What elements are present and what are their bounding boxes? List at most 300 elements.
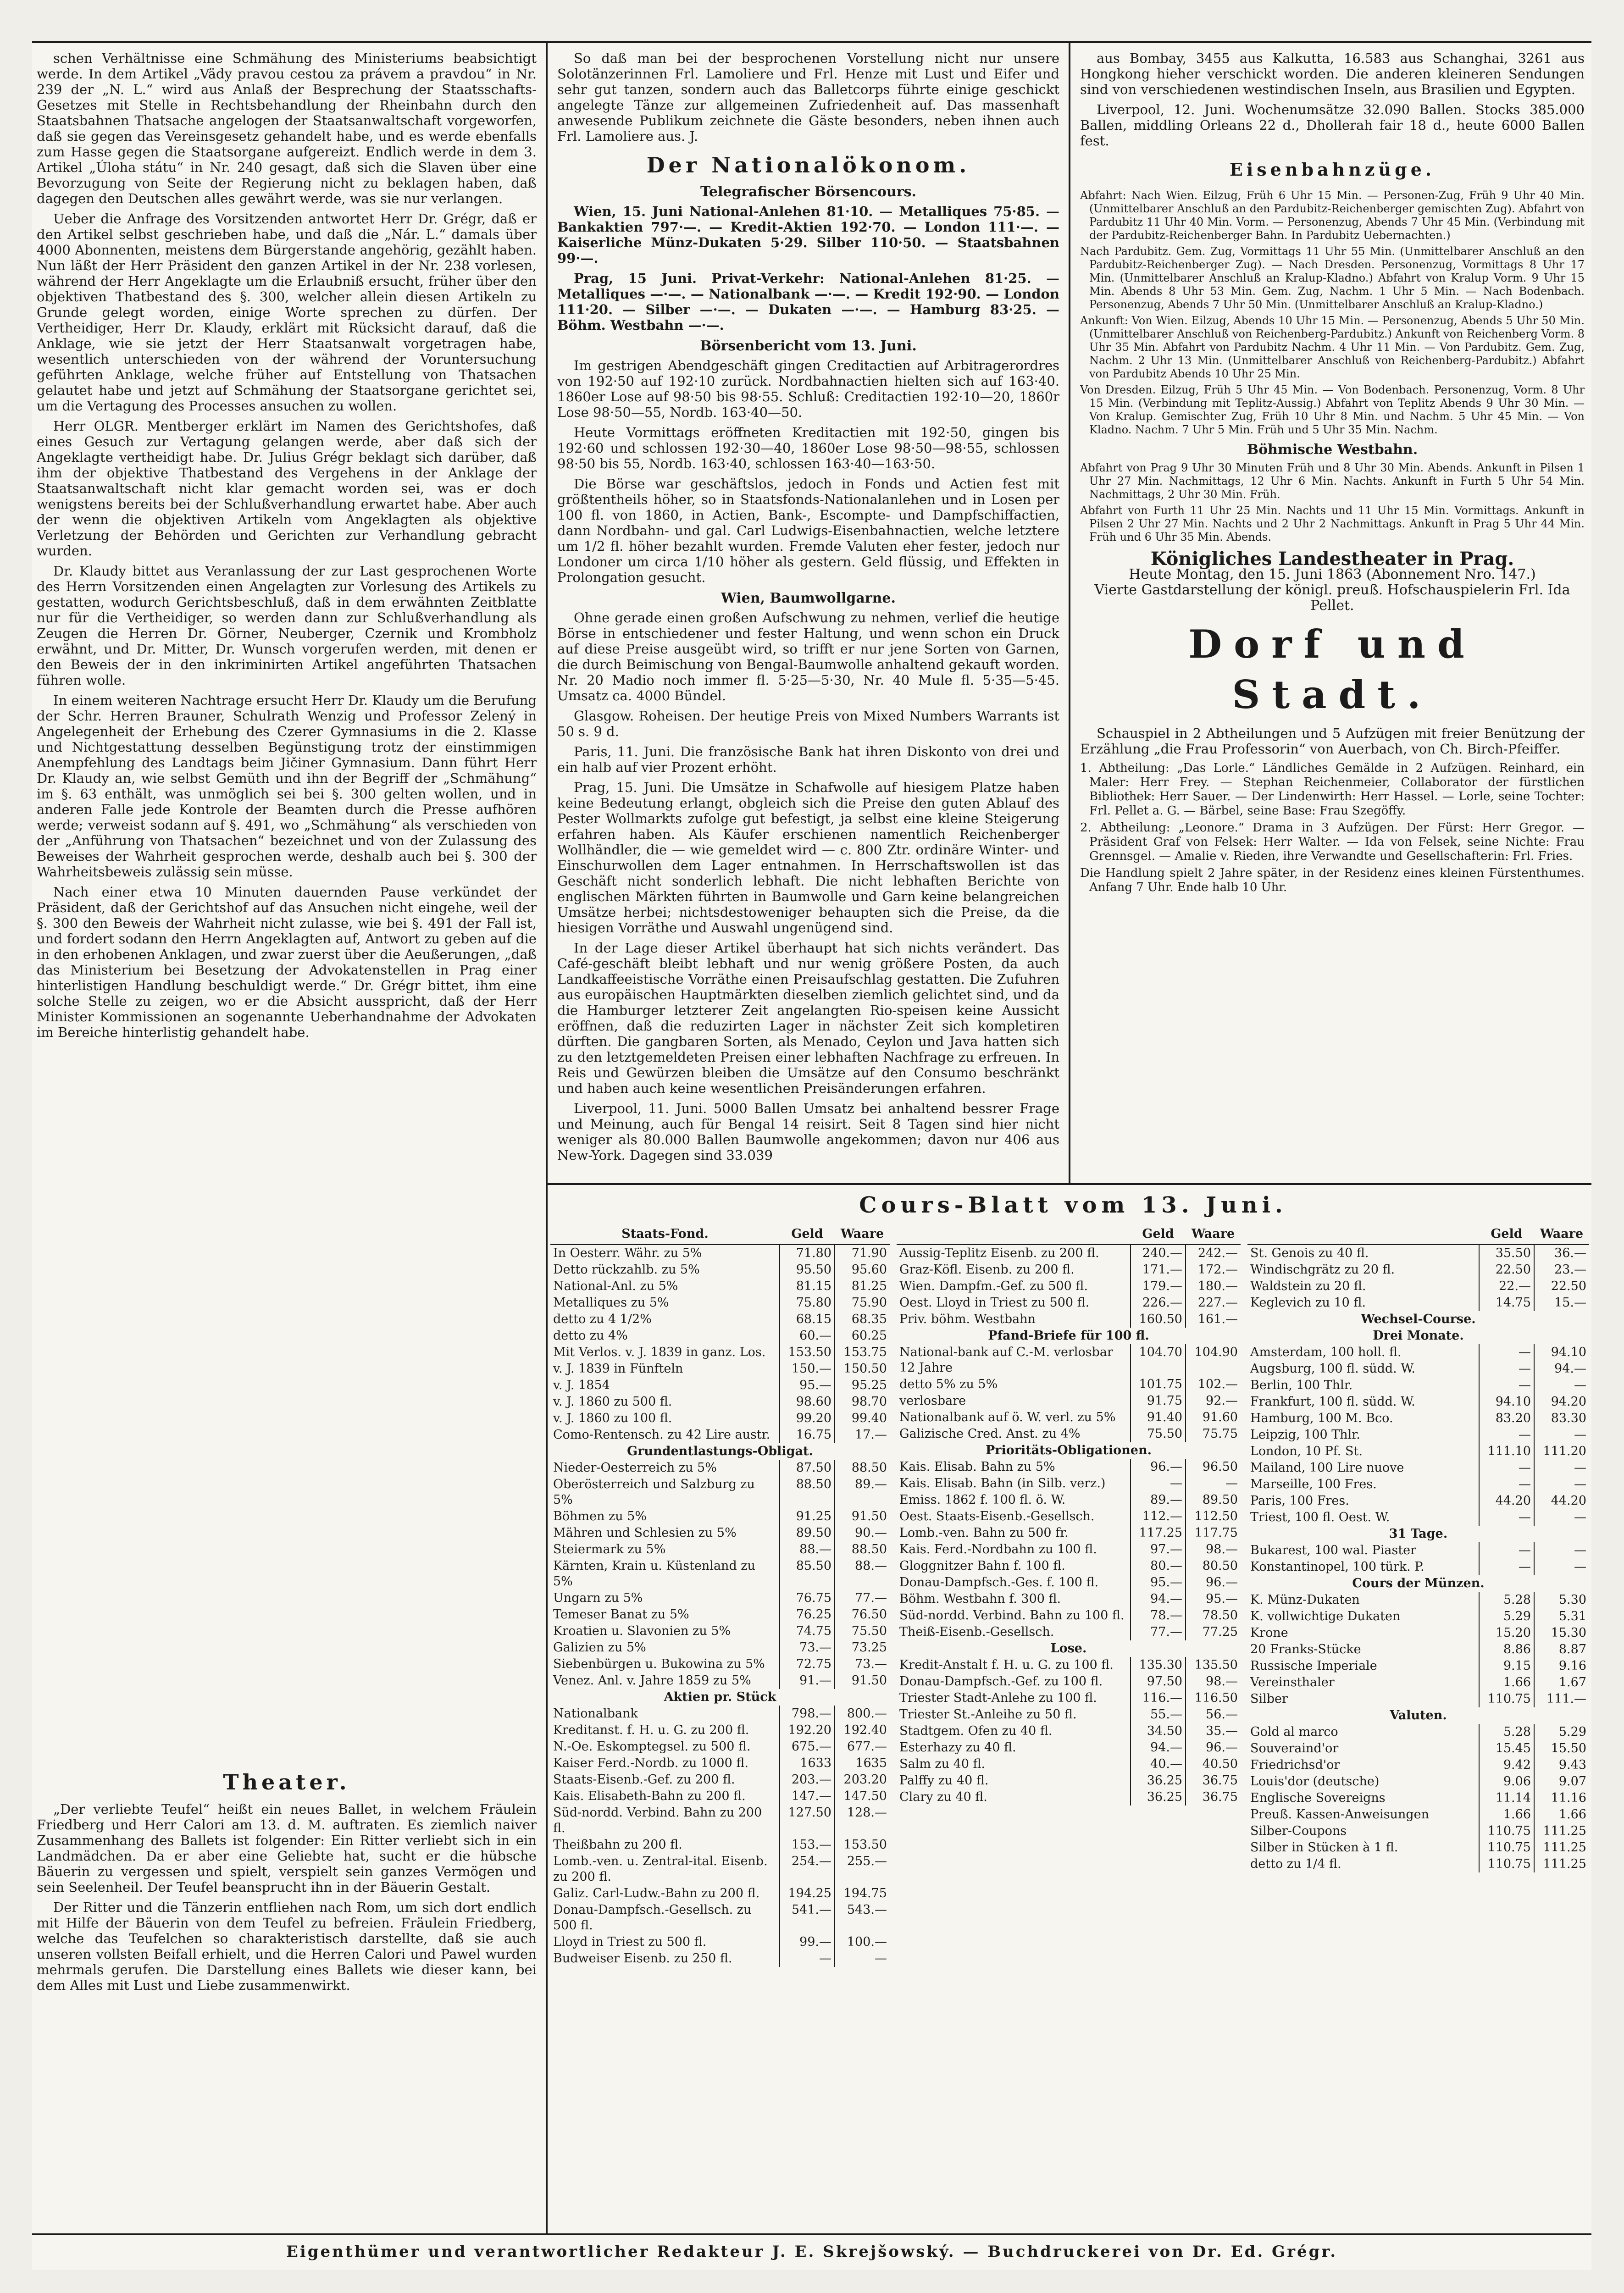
theater-paragraph: „Der verliebte Teufel“ heißt ein neues Ballet, in welchem Fräulein Friedberg und Herr Calori am 13. d. M. auftraten. Es ziemlich naiver Zusammenhang des Ballets ist folgender: Ein Ritter verliebt sich in ein Landmädchen. Da er aber eine Geliebte hat, sucht er die hübsche Bäuerin zu vergessen und spielt, verspielt sein ganzes Vermögen und sein Seelenheil. Der Teufel beansprucht ihn in der Bäuerin Gestalt. — [37, 1801, 537, 1895]
waare-value: — — [1186, 1475, 1241, 1492]
security-name: Kärnten, Krain u. Küstenland zu 5% — [553, 1559, 755, 1589]
security-name: Como-Rentensch. zu 42 Lire austr. — [553, 1428, 770, 1442]
security-name: Böhm. Westbahn f. 300 fl. — [899, 1592, 1061, 1606]
waare-value: 91.60 — [1186, 1409, 1241, 1426]
geld-value: — — [1131, 1475, 1186, 1492]
geld-value: — — [1479, 1427, 1534, 1443]
table-row — [897, 1459, 1241, 1475]
waare-value: 90.— — [835, 1525, 890, 1541]
section-title: Pfand-Briefe für 100 fl. — [988, 1329, 1149, 1343]
security-name: Mailand, 100 Lire nuove — [1250, 1461, 1404, 1475]
table-row — [550, 1950, 890, 1967]
table-row — [550, 1656, 890, 1673]
waare-value: 135.50 — [1186, 1657, 1241, 1673]
rail-item: Von Dresden. Eilzug, Früh 5 Uhr 45 Min. — Von Bodenbach. Personenzug, Vorm. 8 Uhr 15 Min. (Verbindung mit Teplitz-Aussig.) Abfahrt von Teplitz Abends 9 Uhr 30 Min. — Von Kralup. Gemischter Zug, Früh 10 Uhr 8 Min. und Nachm. 5 Uhr 45 Min. — Von Kladno. Nachm. 7 Uhr 5 Min. Früh und 5 Uhr 35 Min. Nachm. — [1080, 383, 1585, 436]
geld-value: 99.— — [780, 1934, 835, 1950]
security-name: Graz-Köfl. Eisenb. zu 200 fl. — [899, 1263, 1075, 1277]
waare-value: 1.67 — [1534, 1674, 1589, 1691]
geld-value: 254.— — [780, 1853, 835, 1885]
waare-value: 40.50 — [1186, 1756, 1241, 1772]
security-name: London, 10 Pf. St. — [1250, 1444, 1363, 1458]
waare-value: 73.25 — [835, 1639, 890, 1656]
table-row — [550, 1361, 890, 1377]
waare-value: 255.— — [835, 1853, 890, 1885]
geld-value: 80.— — [1131, 1558, 1186, 1574]
security-name: Oest. Lloyd in Triest zu 500 fl. — [899, 1296, 1090, 1310]
table-row — [897, 1393, 1241, 1409]
geld-value: — — [1479, 1559, 1534, 1575]
col-header-name: Staats-Fond. — [550, 1224, 780, 1245]
security-name: St. Genois zu 40 fl. — [1250, 1246, 1369, 1260]
security-name: verlosbare — [899, 1394, 966, 1408]
column-rail-theatre — [1080, 50, 1585, 1179]
geld-value: 194.25 — [780, 1885, 835, 1902]
section-title: Aktien pr. Stück — [664, 1690, 776, 1704]
security-name: v. J. 1854 — [553, 1378, 610, 1392]
security-name: Temeser Banat zu 5% — [553, 1607, 689, 1622]
security-name: Budweiser Eisenb. zu 250 fl. — [553, 1951, 732, 1966]
table-row — [550, 1541, 890, 1558]
security-name: Nationalbank — [553, 1706, 638, 1721]
security-name: Amsterdam, 100 holl. fl. — [1250, 1345, 1402, 1359]
westbahn-item: Abfahrt von Prag 9 Uhr 30 Minuten Früh und 8 Uhr 30 Min. Abends. Ankunft in Pilsen 1 Uhr 27 Min. Nachmittags, 12 Uhr 6 Min. Nachts. Ankunft in Furth 5 Uhr 54 Min. Nachmittags, 2 Uhr 30 Min. Früh. — [1080, 461, 1585, 501]
geld-value: — — [1479, 1460, 1534, 1476]
waare-value: 71.90 — [835, 1245, 890, 1262]
waare-value: 78.50 — [1186, 1607, 1241, 1624]
theatre-subtitle: Vierte Gastdarstellung der königl. preuß. Hofschauspielerin Frl. Ida Pellet. — [1094, 582, 1570, 614]
table-row — [1247, 1790, 1589, 1806]
ballet-continuation: So daß man bei der besprochenen Vorstellung nicht nur unsere Solotänzerinnen Frl. Lamoliere und Frl. Henze mit Lust und Eifer und sehr gut tanzen, sondern auch das Balletcorps führte einige geschickt angelegte Tänze zur allgemeinen Zufriedenheit auf. Das massenhaft anwesende Publikum zeichnete die Gäste besonders, neben ihnen auch Frl. Lamoliere aus. J. — [557, 50, 1059, 144]
col-header-waare: Waare — [835, 1224, 890, 1245]
geld-value: 95.50 — [780, 1262, 835, 1278]
geld-value: 34.50 — [1131, 1723, 1186, 1739]
table-row — [1247, 1427, 1589, 1443]
waare-value: 117.75 — [1186, 1525, 1241, 1541]
security-name: Triester St.-Anleihe zu 50 fl. — [899, 1707, 1077, 1722]
table-row — [897, 1591, 1241, 1607]
theater-paragraph: Der Ritter und die Tänzerin entfliehen nach Rom, um sich dort endlich mit Hilfe der Bäuerin von dem Teufel zu befreien. Fräulein Friedberg, welche das Teufelchen so charakteristisch darstellte, daß sie auch unseren vollsten Beifall erhielt, und die Herren Calori und Pawel wurden mehrmals gerufen. Die Darstellung eines Ballets wie dieser kann, bei dem Alles mit Lust und Liebe zusammenwirkt. — [37, 1900, 537, 1993]
geld-value: 88.— — [780, 1541, 835, 1558]
table-row — [1247, 1278, 1589, 1295]
table-row — [550, 1410, 890, 1427]
table-row — [1247, 1509, 1589, 1526]
col-header-geld: Geld — [1479, 1224, 1534, 1245]
geld-value: 14.75 — [1479, 1295, 1534, 1311]
kursblatt-title: Cours-Blatt vom 13. Juni. — [859, 1192, 1287, 1218]
security-name: Stadtgem. Ofen zu 40 fl. — [899, 1724, 1053, 1738]
waare-value: 153.75 — [835, 1344, 890, 1361]
waare-value: — — [1534, 1476, 1589, 1493]
security-name: Donau-Dampfsch.-Gef. zu 100 fl. — [899, 1674, 1103, 1689]
waare-value: 44.20 — [1534, 1493, 1589, 1509]
geld-value: 117.25 — [1131, 1525, 1186, 1541]
waare-value: 9.16 — [1534, 1658, 1589, 1674]
table-row — [1247, 1625, 1589, 1641]
wien-garn-paragraph: Ohne gerade einen großen Aufschwung zu nehmen, verlief die heutige Börse in entschiedener und fester Haltung, und wenn schon ein Druck auf diese Preise ausgeübt wird, so trifft er nur jene Sorten von Garnen, die durch Beimischung von Bengal-Baumwolle anhaltend gekauft worden. Nr. 20 Madio noch immer fl. 5·25—5·30, Nr. 40 Mule fl. 5·35—5·45. Umsatz ca. 4000 Bündel. — [557, 610, 1059, 703]
geld-value: — — [1479, 1542, 1534, 1559]
waare-value: 91.50 — [835, 1673, 890, 1689]
waare-value: 1635 — [835, 1755, 890, 1772]
geld-value: 76.75 — [780, 1590, 835, 1606]
waare-value: 203.20 — [835, 1772, 890, 1788]
security-name: Silber in Stücken à 1 fl. — [1250, 1840, 1398, 1855]
waare-value: 56.— — [1186, 1706, 1241, 1723]
waare-value: 9.07 — [1534, 1773, 1589, 1790]
waare-value: 98.— — [1186, 1673, 1241, 1690]
waare-value: 73.— — [835, 1656, 890, 1673]
table-row — [550, 1508, 890, 1525]
table-row — [897, 1624, 1241, 1640]
section-title: Prioritäts-Obligationen. — [986, 1443, 1152, 1457]
geld-value: 97.— — [1131, 1541, 1186, 1558]
waare-value: 60.25 — [835, 1328, 890, 1344]
table-row — [550, 1902, 890, 1934]
theatre-date: Heute Montag, den 15. Juni 1863 (Abonnement Nro. 147.) — [1129, 566, 1536, 582]
section-subtitle: Drei Monate. — [1373, 1329, 1464, 1343]
geld-value: 44.20 — [1479, 1493, 1534, 1509]
section-title: Cours der Münzen. — [1352, 1576, 1485, 1590]
geld-value: 97.50 — [1131, 1673, 1186, 1690]
security-name: detto 5% zu 5% — [899, 1377, 998, 1391]
security-name: Kais. Elisab. Bahn (in Silb. verz.) — [899, 1476, 1106, 1490]
geld-value: 87.50 — [780, 1460, 835, 1476]
table-row — [897, 1706, 1241, 1723]
geld-value: 16.75 — [780, 1427, 835, 1443]
geld-value: 99.20 — [780, 1410, 835, 1427]
waare-value: 9.43 — [1534, 1757, 1589, 1773]
table-row — [1247, 1377, 1589, 1394]
table-row — [550, 1427, 890, 1443]
table-row — [1247, 1245, 1589, 1262]
table-row — [1247, 1773, 1589, 1790]
security-name: Kais. Ferd.-Nordbahn zu 100 fl. — [899, 1542, 1097, 1556]
table-row — [550, 1606, 890, 1623]
table-row — [1247, 1592, 1589, 1608]
geld-value: 5.28 — [1479, 1724, 1534, 1740]
geld-value: 35.50 — [1479, 1245, 1534, 1262]
geld-value: 116.— — [1131, 1690, 1186, 1706]
waare-value: 95.25 — [835, 1377, 890, 1394]
telegraph-wien: Wien, 15. Juni National-Anlehen 81·10. — Metalliques 75·85. — Bankaktien 797·—. — Kredit-Aktien 192·70. — London 111·—. — Kaiserliche Münz-Dukaten 5·29. Silber 110·50. — Staatsbahnen 99·—. — [557, 204, 1059, 266]
waare-value: 5.30 — [1534, 1592, 1589, 1608]
geld-value: 11.14 — [1479, 1790, 1534, 1806]
geld-value: 110.75 — [1479, 1839, 1534, 1856]
waare-value: — — [1534, 1509, 1589, 1526]
waare-value: 68.35 — [835, 1311, 890, 1328]
geld-value: 71.80 — [780, 1245, 835, 1262]
table-row — [897, 1657, 1241, 1673]
security-name: Friedrichsd'or — [1250, 1758, 1340, 1772]
waare-value: 100.— — [835, 1934, 890, 1950]
geld-value: 135.30 — [1131, 1657, 1186, 1673]
play-cast: 2. Abtheilung: „Leonore.“ Drama in 3 Aufzügen. Der Fürst: Herr Gregor. — Präsident Graf von Felsek: Herr Walter. — Ida von Felsek, seine Nichte: Frau Grennsgel. — Amalie v. Rieden, ihre Verwandte und Gesellschafterin: Frl. Fries. — [1080, 821, 1585, 863]
waare-value: 8.87 — [1534, 1641, 1589, 1658]
column-economy — [557, 50, 1059, 1179]
telegraph-prag: Prag, 15 Juni. Privat-Verkehr: National-Anlehen 81·25. — Metalliques —·—. — Nationalbank —·—. — Kredit 192·90. — London 111·20. — Silber —·—. — Dukaten —·—. — Hamburg 83·25. — Böhm. Westbahn —·—. — [557, 271, 1059, 333]
geld-value: 89.50 — [780, 1525, 835, 1541]
article-paragraph: schen Verhältnisse eine Schmähung des Ministeriums beabsichtigt werde. In dem Artikel „Vädy pravou cestou za právem a pravdou“ in Nr. 239 der „N. L.“ wird aus Anlaß der Besprechung der Staatsschafts-Gesetzes mit Stelle in Rechtsbehandlung der Rheinbahn durch den Staatsbahnen Thatsache angelogen der Staatsanwaltschaft vorgeworfen, daß sie gegen das Vereinsgesetz gehandelt habe, und es werde ebenfalls zum Hasse gegen die Staatsorgane aufgereizt. Endlich werde in dem 3. Artikel „Úloha státu“ in Nr. 240 gesagt, daß sich die Slaven über eine Bevorzugung von Seite der Regierung nicht zu beklagen haben, daß dagegen den Deutschen alles gewährt werde, was sie nur verlangen. — [37, 50, 537, 206]
boerse-paragraph: Heute Vormittags eröffneten Kreditactien mit 192·50, gingen bis 192·60 und schlossen 192·30—40, 1860er Lose 98·50—98·55, schlossen 98·50 bis 55, Nordb. 163·40, schlossen 163·40—163·50. — [557, 425, 1059, 471]
security-name: K. vollwichtige Dukaten — [1250, 1609, 1401, 1623]
article-paragraph: In einem weiteren Nachtrage ersucht Herr Dr. Klaudy um die Berufung der Schr. Herren Brauner, Schulrath Wenzig und Professor Zelený in Angelegenheit der Erhebung des Czerer Gymnasiums in die 2. Klasse und Nichtgestattung desselben Begünstigung trotz der einstimmigen Anempfehlung des Landtags beim Jičiner Gymnasium. Dann führt Herr Dr. Klaudy an, wie selbst Gemüth und ihn der Begriff der „Schmähung“ im §. 63 enthält, was unmöglich sei bei §. 300 gelten wollen, und in anderen Falle jede Kontrole der Beamten durch die Presse aufhören werde; verweist sodann auf §. 491, wo „Schmähung“ als verschieden von der „Anführung von Thatsachen“ bezeichnet und von der Zulassung des Beweises der Wahrheit gesprochen werde, deshalb auch bei §. 300 der Wahrheitsbeweis zulässig sein müsse. — [37, 692, 537, 880]
security-name: Bukarest, 100 wal. Piaster — [1250, 1543, 1417, 1557]
waare-value: 77.— — [835, 1590, 890, 1606]
geld-value: 98.60 — [780, 1394, 835, 1410]
waare-value: 15.— — [1534, 1295, 1589, 1311]
table-row — [897, 1492, 1241, 1508]
geld-value: 160.50 — [1131, 1311, 1186, 1328]
waare-value: 172.— — [1186, 1262, 1241, 1278]
economy-heading: Der Nationalökonom. — [646, 153, 970, 177]
table-row — [897, 1574, 1241, 1591]
westbahn-heading: Böhmische Westbahn. — [1247, 442, 1418, 458]
security-name: 20 Franks-Stücke — [1250, 1642, 1361, 1656]
table-row — [1247, 1839, 1589, 1856]
table-row — [550, 1245, 890, 1262]
geld-value: 81.15 — [780, 1278, 835, 1295]
table-row — [550, 1739, 890, 1755]
table-row — [897, 1525, 1241, 1541]
waare-value: 92.— — [1186, 1393, 1241, 1409]
theater-heading: Theater. — [223, 1770, 350, 1795]
table-row — [550, 1853, 890, 1885]
table-row — [550, 1590, 890, 1606]
bottom-rule — [32, 2233, 1591, 2235]
geld-value: 88.50 — [780, 1476, 835, 1508]
kaffee-paragraph: In der Lage dieser Artikel überhaupt hat sich nichts verändert. Das Café-geschäft bleibt lebhaft und nur wenig größere Posten, da auch Landkaffeeistische Vorräthe einen Preisaufschlag gestatten. Die Zufuhren aus europäischen Hauptmärkten dieselben ziemlich gelichtet sind, und da die Hamburger letzterer Zeit angelangten Rio-speisen keine Aussicht eröffnen, daß die reduzirten Lager in nächster Zeit sich kompletiren dürften. Die gangbaren Sorten, als Menado, Ceylon und Java hatten sich zu den letztgemeldeten Preisen einer lebhaften Nachfrage zu erfreuen. In Reis und Gewürzen bleiben die Umsätze auf den Consumo beschränkt und haben auch keine wesentlichen Preisänderungen erfahren. — [557, 940, 1059, 1096]
table-row — [1247, 1542, 1589, 1559]
security-name: Augsburg, 100 fl. südd. W. — [1250, 1362, 1415, 1376]
waare-value: 77.25 — [1186, 1624, 1241, 1640]
security-name: National-bank auf C.-M. verlosbar 12 Jahre — [899, 1345, 1113, 1375]
table-row — [897, 1245, 1241, 1262]
table-row — [897, 1426, 1241, 1442]
waare-value: 36.75 — [1186, 1789, 1241, 1806]
geld-value: 127.50 — [780, 1805, 835, 1837]
table-row — [897, 1311, 1241, 1328]
rail-item: Abfahrt: Nach Wien. Eilzug, Früh 6 Uhr 15 Min. — Personen-Zug, Früh 9 Uhr 40 Min. (Unmittelbarer Anschluß an den Pardubitz-Reichenberger gemischten Zug). Abfahrt von Pardubitz 11 Uhr 40 Min. Vorm. — Personenzug, Abends 7 Uhr 45 Min. (Verbindung mit der Pardubitz-Reichenberger Bahn. In Pardubitz Uebernachten.) — [1080, 189, 1585, 242]
waare-value: 15.50 — [1534, 1740, 1589, 1757]
table-row — [550, 1460, 890, 1476]
geld-value: 153.50 — [780, 1344, 835, 1361]
table-row — [550, 1623, 890, 1639]
geld-value: 94.10 — [1479, 1394, 1534, 1410]
waare-value: 180.— — [1186, 1278, 1241, 1295]
security-name: K. Münz-Dukaten — [1250, 1593, 1360, 1607]
table-row — [897, 1607, 1241, 1624]
prag-wolle-paragraph: Prag, 15. Juni. Die Umsätze in Schafwolle auf hiesigem Platze haben keine Bedeutung erlangt, obgleich sich die Preise den guten Ablauf des Pester Wollmarkts zufolge gut befestigt, ja selbst eine kleine Steigerung erfahren haben. Als Käufer erschienen namentlich Reichenberger Wollhändler, die — wie gemeldet wird — c. 800 Ztr. ordinäre Winter- und Einschurwollen dem Lager entnahmen. In Herrschaftswollen ist das Geschäft nicht sonderlich lebhaft. Die nicht lebhaften Berichte von englischen Märkten führten in Baumwolle und Garn keine belangreichen Umsätze herbei; nichtsdestoweniger behaupten sich die Preise, da die hiesigen Vorräthe und Auswahl ungenügend sind. — [557, 780, 1059, 936]
waare-value: 116.50 — [1186, 1690, 1241, 1706]
geld-value: 111.10 — [1479, 1443, 1534, 1460]
waare-value: 83.30 — [1534, 1410, 1589, 1427]
waare-value: — — [835, 1950, 890, 1967]
geld-value: 85.50 — [780, 1558, 835, 1590]
geld-value: 1633 — [780, 1755, 835, 1772]
security-name: Waldstein zu 20 fl. — [1250, 1279, 1366, 1293]
geld-value: 5.28 — [1479, 1592, 1534, 1608]
waare-value: 111.25 — [1534, 1823, 1589, 1839]
geld-value: 5.29 — [1479, 1608, 1534, 1625]
security-name: Süd-nordd. Verbind. Bahn zu 200 fl. — [553, 1806, 762, 1835]
security-name: Silber — [1250, 1692, 1288, 1706]
security-name: Oest. Staats-Eisenb.-Gesellsch. — [899, 1509, 1095, 1523]
security-name: Triest, 100 fl. Oest. W. — [1250, 1510, 1390, 1524]
waare-value: 227.— — [1186, 1295, 1241, 1311]
table-row — [897, 1673, 1241, 1690]
waare-value: 194.75 — [835, 1885, 890, 1902]
security-name: v. J. 1860 zu 500 fl. — [553, 1395, 672, 1409]
security-name: detto zu 4 1/2% — [553, 1312, 652, 1326]
geld-value: 76.25 — [780, 1606, 835, 1623]
security-name: National-Anl. zu 5% — [553, 1279, 678, 1293]
waare-value: 88.— — [835, 1558, 890, 1590]
boerse-paragraph: Im gestrigen Abendgeschäft gingen Creditactien auf Arbitragerordres von 192·50 auf 192·10 zurück. Nordbahnactien hielten sich auf 163·40. 1860er Lose auf 98·50 bis 98·55. Schluß: Creditactien 192·10—20, 1860r Lose 98·50—55, Nordb. 163·40—50. — [557, 358, 1059, 420]
col-header-geld: Geld — [1131, 1224, 1186, 1245]
waare-value: 88.50 — [835, 1460, 890, 1476]
security-name: Englische Sovereigns — [1250, 1791, 1386, 1805]
waare-value: 150.50 — [835, 1361, 890, 1377]
waare-value: 96.— — [1186, 1739, 1241, 1756]
kurs-table-2 — [897, 1224, 1241, 1806]
table-row — [897, 1376, 1241, 1393]
waare-value: 95.— — [1186, 1591, 1241, 1607]
table-row — [1247, 1295, 1589, 1311]
waare-value: 94.10 — [1534, 1344, 1589, 1361]
geld-value: — — [1479, 1361, 1534, 1377]
table-row — [1247, 1740, 1589, 1757]
waare-value: 677.— — [835, 1739, 890, 1755]
security-name: Nationalbank auf ö. W. verl. zu 5% — [899, 1410, 1116, 1424]
security-name: Berlin, 100 Thlr. — [1250, 1378, 1353, 1392]
waare-value: 75.50 — [835, 1623, 890, 1639]
waare-value: 36.75 — [1186, 1772, 1241, 1789]
waare-value: 94.20 — [1534, 1394, 1589, 1410]
table-row — [550, 1885, 890, 1902]
geld-value: 94.— — [1131, 1739, 1186, 1756]
security-name: Detto rückzahlb. zu 5% — [553, 1263, 700, 1277]
geld-value: — — [1479, 1377, 1534, 1394]
security-name: Galiz. Carl-Ludw.-Bahn zu 200 fl. — [553, 1886, 760, 1900]
security-name: Gold al marco — [1250, 1725, 1338, 1739]
waare-value: 17.— — [835, 1427, 890, 1443]
waare-value: 543.— — [835, 1902, 890, 1934]
security-name: Priv. böhm. Westbahn — [899, 1312, 1036, 1326]
table-row — [1247, 1724, 1589, 1740]
table-row — [550, 1805, 890, 1837]
table-row — [1247, 1658, 1589, 1674]
section-title: Wechsel-Course. — [1361, 1312, 1476, 1326]
security-name: In Oesterr. Währ. zu 5% — [553, 1246, 702, 1260]
geld-value: 9.15 — [1479, 1658, 1534, 1674]
table-row — [897, 1690, 1241, 1706]
table-row — [1247, 1443, 1589, 1460]
rail-item: Nach Pardubitz. Gem. Zug, Vormittags 11 Uhr 55 Min. (Unmittelbarer Anschluß an den Pardubitz-Reichenberger Zug). — Nach Dresden. Personenzug, Vormittags 8 Uhr 17 Min. (Unmittelbarer Anschluß an Kralup-Kladno.) Abfahrt von Kralup Vorm. 9 Uhr 15 Min. Abends 8 Uhr 53 Min. Gem. Zug, Nachm. 1 Uhr 5 Min. — Nach Bodenbach. Personenzug, Abends 7 Uhr 50 Min. (Unmittelbarer Anschluß an Kralup-Kladno.) — [1080, 245, 1585, 311]
liverpool-paragraph: Liverpool, 11. Juni. 5000 Ballen Umsatz bei anhaltend bessrer Frage und Meinung, auch für Bengal 14 reisirt. Seit 8 Tagen sind hier nicht weniger als 80.000 Ballen Baumwolle angekommen; davon nur 406 aus New-York. Dagegen sind 33.039 — [557, 1101, 1059, 1163]
table-row — [550, 1722, 890, 1739]
kurs-table-1 — [550, 1224, 890, 1967]
rail-item: Ankunft: Von Wien. Eilzug, Abends 10 Uhr 15 Min. — Personenzug, Abends 5 Uhr 50 Min. (Unmittelbarer Anschluß von Reichenberg-Pardubitz.) Ankunft von Reichenberg Vorm. 8 Uhr 35 Min. Abfahrt von Pardubitz Nachm. 4 Uhr 11 Min. — Von Pardubitz. Gem. Zug, Nachm. 2 Uhr 13 Min. (Unmittelbarer Anschluß von Reichenberg-Pardubitz.) Abfahrt von Pardubitz Abends 10 Uhr 25 Min. — [1080, 314, 1585, 380]
waare-value: 111.25 — [1534, 1839, 1589, 1856]
geld-value: 798.— — [780, 1706, 835, 1722]
table-row — [550, 1278, 890, 1295]
telegraph-heading: Telegrafischer Börsencours. — [700, 184, 916, 200]
security-name: Lomb.-ven. Bahn zu 500 fr. — [899, 1526, 1069, 1540]
table-row — [897, 1739, 1241, 1756]
security-name: Kaiser Ferd.-Nordb. zu 1000 fl. — [553, 1756, 748, 1770]
geld-value: 15.45 — [1479, 1740, 1534, 1757]
geld-value: 36.25 — [1131, 1772, 1186, 1789]
waare-value: 96.50 — [1186, 1459, 1241, 1475]
article-paragraph: Ueber die Anfrage des Vorsitzenden antwortet Herr Dr. Grégr, daß er den Artikel selbst geschrieben habe, und daß die „Nár. L.“ damals über 4000 Abonnenten, meistens dem Bürgerstande angehörig, gezählt haben. Nun läßt der Herr Präsident den ganzen Artikel in der Nr. 238 vorlesen, während der Herr Angeklagte um die Erlaubniß ersucht, früher über den objektiven Thatbestand des §. 300, welcher allein diesen Artikeln zu Grunde gelegt worden, einige Worte sprechen zu dürfen. Der Vertheidiger, Herr Dr. Klaudy, erklärt mit Rücksicht darauf, daß die Anklage, wie sie jetzt der Herr Staatsanwalt vorgetragen habe, wesentlich unterschieden von der während der Voruntersuchung geführten Anklage, welche früher auf Entstellung von Thatsachen gelautet habe und jetzt auf Schmähung der Staatsorgane gerichtet sei, um die Vertagung des Processes ansuchen zu wollen. — [37, 211, 537, 414]
security-name: Souveraind'or — [1250, 1741, 1339, 1756]
table-row — [550, 1788, 890, 1805]
geld-value: 8.86 — [1479, 1641, 1534, 1658]
play-cast: 1. Abtheilung: „Das Lorle.“ Ländliches Gemälde in 2 Aufzügen. Reinhard, ein Maler: Herr Frey. — Stephan Reichenmeier, Collaborator der fürstlichen Bibliothek: Herr Sauer. — Der Lindenwirth: Herr Hassel. — Lorle, seine Tochter: Frl. Pellet a. G. — Bärbel, seine Base: Frau Szegöffy. — [1080, 761, 1585, 818]
geld-value: 77.— — [1131, 1624, 1186, 1640]
table-row — [550, 1476, 890, 1508]
geld-value: 110.75 — [1479, 1691, 1534, 1707]
table-row — [897, 1541, 1241, 1558]
geld-value: 91.40 — [1131, 1409, 1186, 1426]
kurs-table-3 — [1247, 1224, 1589, 1872]
geld-value: 89.— — [1131, 1492, 1186, 1508]
section-title: Valuten. — [1390, 1708, 1447, 1723]
geld-value: — — [1479, 1476, 1534, 1493]
security-name: Palffy zu 40 fl. — [899, 1773, 989, 1788]
geld-value: 112.— — [1131, 1508, 1186, 1525]
security-name: Süd-nordd. Verbind. Bahn zu 100 fl. — [899, 1608, 1125, 1623]
table-row — [550, 1934, 890, 1950]
geld-value: 675.— — [780, 1739, 835, 1755]
security-name: Gloggnitzer Bahn f. 100 fl. — [899, 1559, 1065, 1573]
table-row — [1247, 1344, 1589, 1361]
geld-value: 110.75 — [1479, 1856, 1534, 1872]
waare-value: 76.50 — [835, 1606, 890, 1623]
geld-value: 153.— — [780, 1837, 835, 1853]
table-row — [1247, 1361, 1589, 1377]
geld-value: 95.— — [1131, 1574, 1186, 1591]
waare-value: 5.29 — [1534, 1724, 1589, 1740]
geld-value: — — [1479, 1509, 1534, 1526]
geld-value: 101.75 — [1131, 1376, 1186, 1393]
geld-value: 96.— — [1131, 1459, 1186, 1475]
table-row — [1247, 1394, 1589, 1410]
table-row — [1247, 1476, 1589, 1493]
table-row — [897, 1475, 1241, 1492]
liverpool-weekly: Liverpool, 12. Juni. Wochenumsätze 32.090 Ballen. Stocks 385.000 Ballen, middling Orleans 22 d., Dhollerah fair 18 d., heute 6000 Ballen fest. — [1080, 102, 1585, 149]
waare-value: 81.25 — [835, 1278, 890, 1295]
security-name: v. J. 1860 zu 100 fl. — [553, 1411, 672, 1425]
security-name: N.-Oe. Eskomptegsel. zu 500 fl. — [553, 1739, 751, 1754]
geld-value: 55.— — [1131, 1706, 1186, 1723]
table-row — [1247, 1806, 1589, 1823]
geld-value: 83.20 — [1479, 1410, 1534, 1427]
geld-value: 104.70 — [1131, 1344, 1186, 1376]
security-name: Kais. Elisab. Bahn zu 5% — [899, 1460, 1055, 1474]
security-name: Donau-Dampfsch.-Gesellsch. zu 500 fl. — [553, 1903, 752, 1933]
newspaper-page — [32, 41, 1591, 2270]
security-name: Kredit-Anstalt f. H. u. G. zu 100 fl. — [899, 1658, 1114, 1672]
table-row — [897, 1278, 1241, 1295]
waare-value: — — [1534, 1460, 1589, 1476]
security-name: Metalliques zu 5% — [553, 1296, 669, 1310]
table-row — [550, 1344, 890, 1361]
waare-value: 36.— — [1534, 1245, 1589, 1262]
geld-value: 75.80 — [780, 1295, 835, 1311]
wien-garn-heading: Wien, Baumwollgarne. — [721, 590, 896, 606]
security-name: Preuß. Kassen-Anweisungen — [1250, 1807, 1430, 1822]
security-name: Galizien zu 5% — [553, 1640, 646, 1655]
